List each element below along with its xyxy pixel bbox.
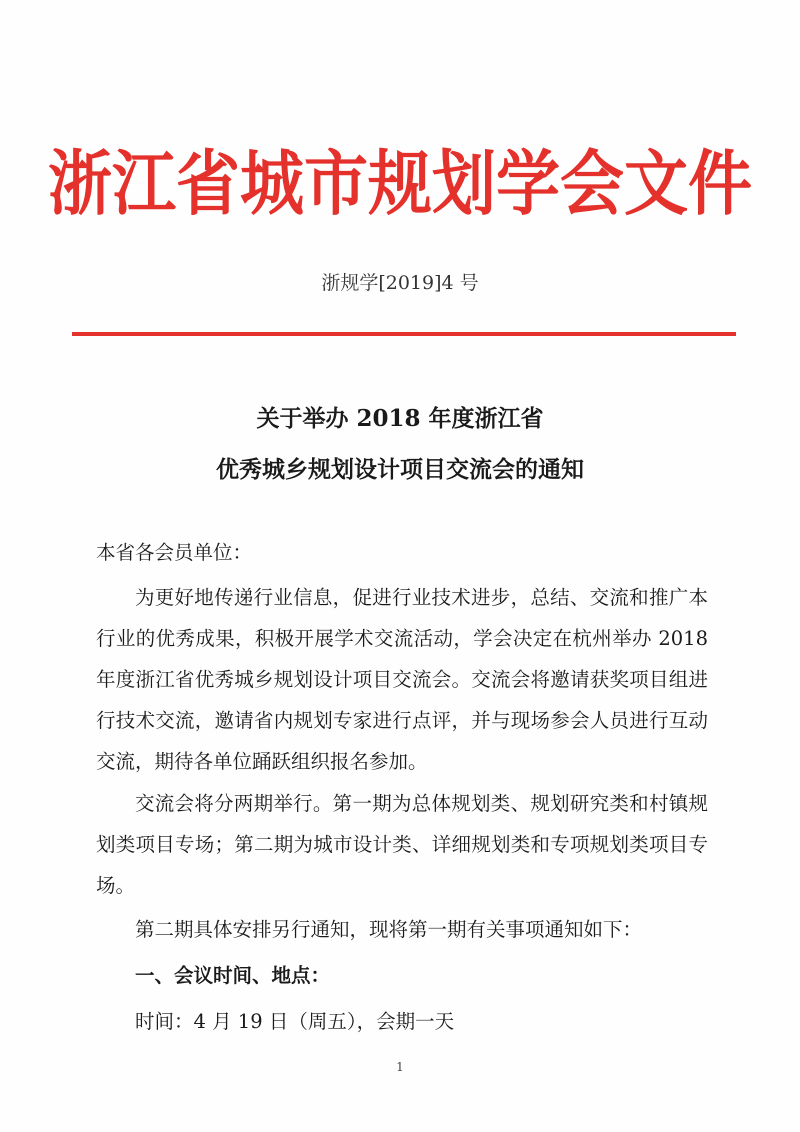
meeting-time: 时间：4 月 19 日（周五），会期一天 (135, 1010, 455, 1033)
notice-title-line-2: 优秀城乡规划设计项目交流会的通知 (216, 456, 584, 483)
page-number: 1 (396, 1060, 404, 1074)
section-heading: 一、会议时间、地点： (135, 964, 331, 987)
document-number: 浙规学[2019]4 号 (321, 272, 479, 294)
notice-title-line-1: 关于举办 2018 年度浙江省 (256, 405, 544, 432)
paragraph-3: 第二期具体安排另行通知，现将第一期有关事项通知如下： (135, 918, 643, 941)
red-divider-line (72, 332, 736, 336)
letterhead-title: 浙江省城市规划学会文件 (48, 143, 752, 226)
paragraph-1: 为更好地传递行业信息，促进行业技术进步，总结、交流和推广本行业的优秀成果，积极开展学术交流活动，学会决定在杭州举办 2018 年度浙江省优秀城乡规划设计项目交流会。交流会将邀请获奖项目组进行技术交流，邀请省内规划专家进行点评，并与现场参会人员进行互动交流，期待各单位踊跃组织报名参加。 (96, 586, 708, 773)
paragraph-2: 交流会将分两期举行。第一期为总体规划类、规划研究类和村镇规划类项目专场；第二期为城市设计类、详细规划类和专项规划类项目专场。 (96, 792, 708, 897)
salutation: 本省各会员单位： (96, 541, 253, 564)
